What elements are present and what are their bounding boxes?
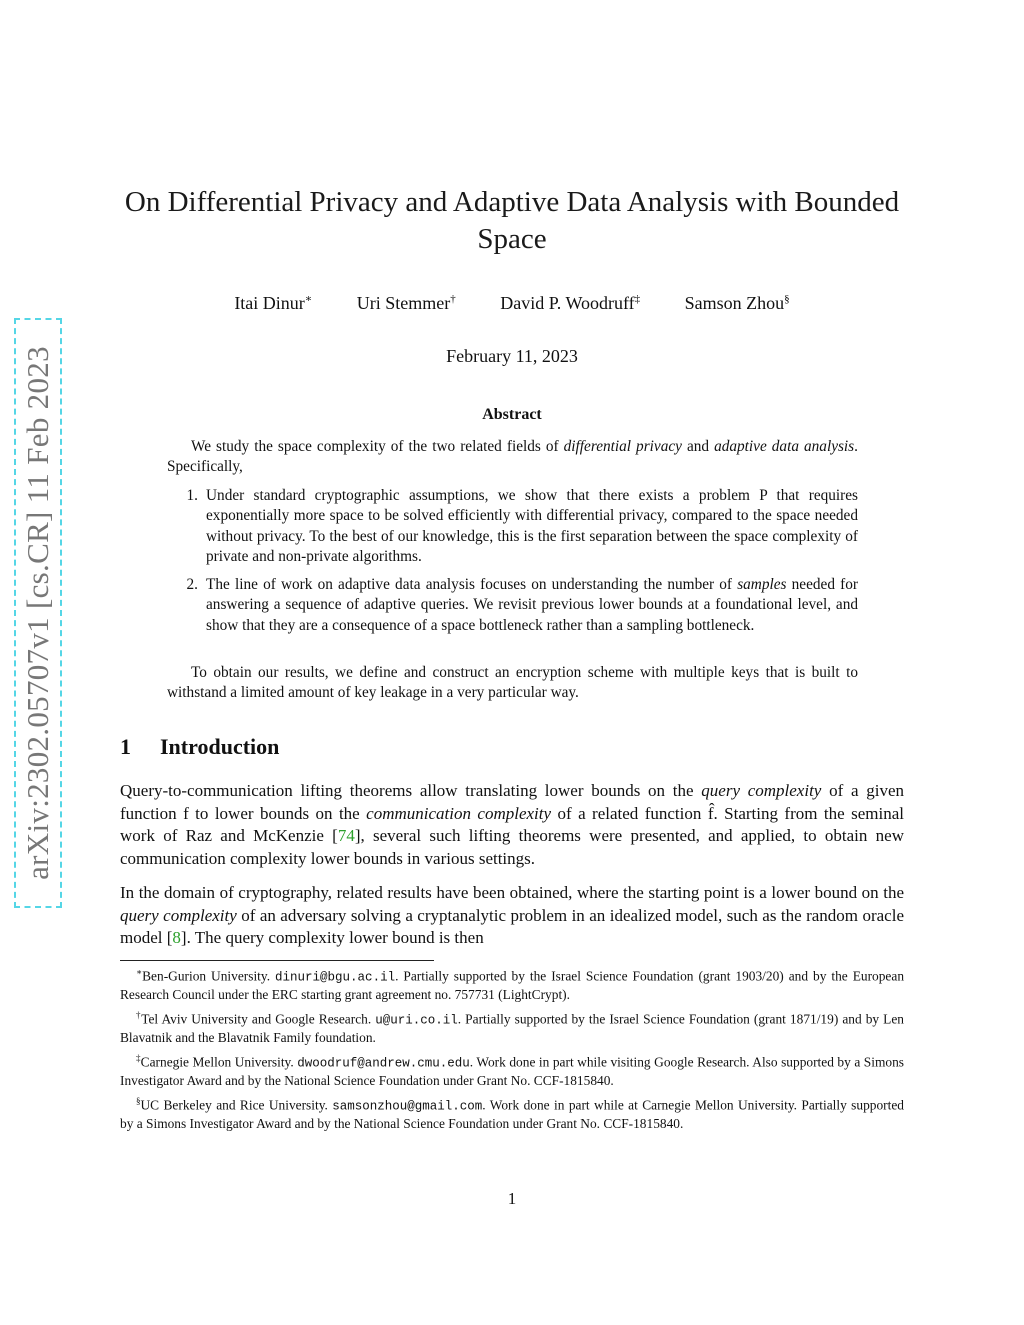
citation-link[interactable]: 8 [172, 928, 181, 947]
abstract-heading: Abstract [482, 406, 542, 423]
footnote: §UC Berkeley and Rice University. samsonzhou@gmail.com. Work done in part while at Carnegie Mellon University. Partially supported by a Simons Investigator Award and by the National Science Foundation under Grant No. CCF-1815840. [120, 1095, 904, 1132]
list-item [167, 486, 858, 567]
footnote: ‡Carnegie Mellon University. dwoodruf@andrew.cmu.edu. Work done in part while visiting Google Research. Also supported by a Simons Investigator Award and by the National Science Foundation under Grant No. CCF-1815840. [120, 1052, 904, 1089]
author-3-mark: ‡ [634, 293, 641, 305]
section-title: Introduction [160, 734, 280, 759]
footnote-divider [120, 960, 434, 961]
abstract-contributions-list [167, 486, 858, 644]
author-4: Samson Zhou§ [684, 293, 790, 313]
arxiv-sidebar-stamp [14, 318, 62, 908]
citation-link[interactable]: 74 [337, 826, 355, 845]
email-address: dinuri@bgu.ac.il [275, 970, 396, 985]
footnote: †Tel Aviv University and Google Research. u@uri.co.il. Partially supported by the Israel Science Foundation (grant 1871/19) and by Len Blavatnik and the Blavatnik Family foundation. [120, 1009, 905, 1046]
list-item [167, 575, 858, 636]
author-1: Itai Dinur∗ [234, 293, 313, 313]
intro-paragraph-2: In the domain of cryptography, related results have been obtained, where the starting point is a lower bound on the query complexity of an adversary solving a cryptanalytic problem in an idealized model, such as the random oracle model [8]. The query complexity lower bound is then [120, 883, 904, 947]
title-line-2: Space [477, 223, 547, 255]
footnote: ∗Ben-Gurion University. dinuri@bgu.ac.il. Partially supported by the Israel Science Foundation (grant 1903/20) and by the European Research Council under the ERC starting grant agreement no. 757731 (LightCrypt). [120, 967, 905, 1003]
page-number: 1 [507, 1189, 517, 1208]
author-4-mark: § [784, 293, 790, 305]
arxiv-identifier: arXiv:2302.05707v1 [cs.CR] 11 Feb 2023 [20, 346, 55, 880]
paper-date: February 11, 2023 [446, 346, 578, 366]
author-2-mark: † [450, 293, 456, 305]
email-address: samsonzhou@gmail.com [332, 1099, 483, 1114]
abstract-paragraph-1: We study the space complexity of the two related fields of differential privacy and adaptive data analysis. Specifically, [167, 438, 858, 476]
list-item-text: The line of work on adaptive data analysis focuses on understanding the number of samples needed for answering a sequence of adaptive queries. We revisit previous lower bounds at a foundational level, and show that they are a consequence of a space bottleneck rather than a sampling bottleneck. [206, 576, 858, 634]
section-number: 1 [120, 734, 131, 759]
list-item-number: 2. [186, 576, 198, 594]
title-line-1: On Differential Privacy and Adaptive Data Analysis with Bounded [124, 186, 900, 218]
author-1-mark: ∗ [304, 293, 313, 305]
author-3: David P. Woodruff‡ [500, 293, 641, 313]
intro-paragraph-1: Query-to-communication lifting theorems allow translating lower bounds on the query complexity of a given function f to lower bounds on the communication complexity of a related function f̂. Starting from the seminal work of Raz and McKenzie [74], several such lifting theorems were presented, and applied, to obtain new communication complexity lower bounds in various settings. [120, 781, 904, 868]
list-item-number: 1. [186, 487, 198, 504]
email-address: u@uri.co.il [375, 1013, 458, 1028]
section-heading [120, 734, 279, 760]
email-address: dwoodruf@andrew.cmu.edu [297, 1056, 470, 1071]
footnotes [120, 963, 904, 1135]
abstract-paragraph-2: To obtain our results, we define and construct an encryption scheme with multiple keys that is built to withstand a limited amount of key leakage in a very particular way. [167, 664, 858, 702]
author-list [110, 292, 914, 314]
paper-title [110, 184, 914, 258]
author-2: Uri Stemmer† [356, 293, 456, 313]
list-item-text: Under standard cryptographic assumptions, we show that there exists a problem P that requires exponentially more space to be solved efficiently with differential privacy, compared to the space needed without privacy. To the best of our knowledge, this is the first separation between the space complexity of private and non-private algorithms. [206, 487, 858, 565]
